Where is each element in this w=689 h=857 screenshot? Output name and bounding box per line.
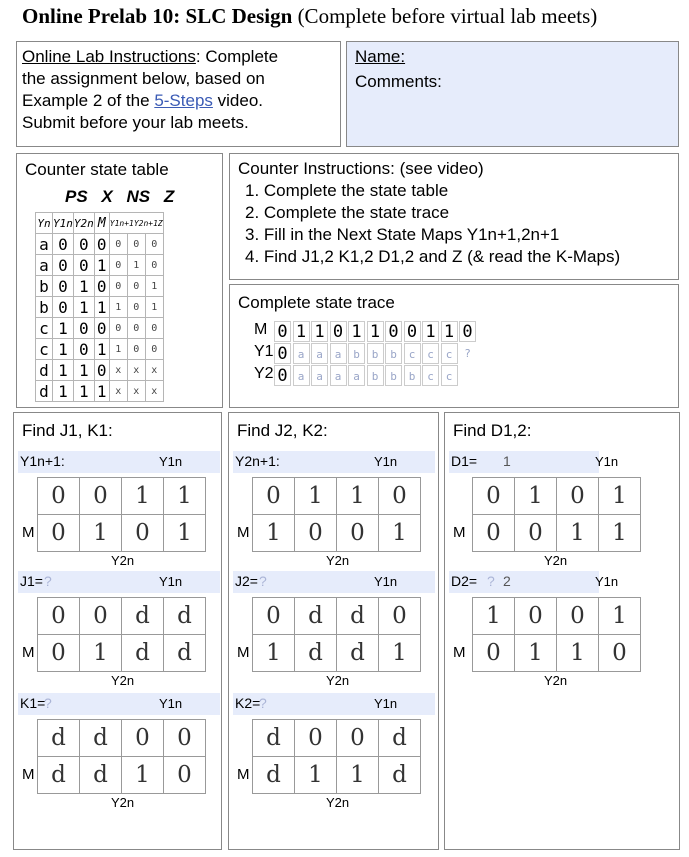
kmap-label: Y2n+1: [235, 453, 280, 469]
trace-cell[interactable]: c [404, 343, 421, 364]
kmap-cell[interactable]: 0 [164, 720, 206, 757]
kmap-answer-hint: ? [487, 573, 495, 589]
table-cell: 0 [94, 234, 109, 255]
trace-label: M [254, 321, 268, 338]
table-cell: a [36, 234, 53, 255]
kmap-cell[interactable]: 0 [515, 598, 557, 635]
kmap-cell[interactable]: d [80, 720, 122, 757]
kmap-title: Find J1, K1: [22, 421, 113, 440]
kmap-cell[interactable]: 0 [38, 635, 80, 672]
trace-cell[interactable]: a [330, 343, 347, 364]
kmap-answer[interactable]: ? [259, 695, 267, 711]
trace-cell[interactable]: 1 [422, 321, 439, 342]
m-label: M [237, 524, 250, 541]
kmap-row [253, 757, 421, 794]
table-cell[interactable]: x [127, 360, 145, 381]
y2n-label: Y2n [326, 673, 350, 688]
kmap-cell[interactable]: 0 [379, 478, 421, 515]
kmap-label: Y1n+1: [20, 453, 65, 469]
kmap-column-d1-d2 [444, 412, 680, 850]
kmap-cell[interactable]: 0 [253, 598, 295, 635]
y1n-label: Y1n [374, 454, 398, 469]
kmap-cell[interactable]: 0 [473, 515, 515, 552]
trace-cell[interactable]: c [441, 343, 458, 364]
table-cell[interactable]: 0 [109, 255, 127, 276]
table-cell: 1 [73, 381, 94, 402]
state-table [35, 212, 164, 402]
kmap-cell[interactable]: 1 [337, 757, 379, 794]
table-cell: 0 [53, 234, 74, 255]
trace-cell: 0 [274, 321, 291, 342]
kmap-cell[interactable]: 1 [515, 635, 557, 672]
kmap-label: K1= [20, 695, 46, 711]
kmap-row [473, 478, 641, 515]
kmap-cell[interactable]: 1 [379, 515, 421, 552]
kmap-cell[interactable]: 1 [515, 478, 557, 515]
y1n-label: Y1n [159, 454, 183, 469]
kmap-cell[interactable]: 0 [122, 720, 164, 757]
table-cell[interactable]: 1 [109, 339, 127, 360]
kmap-label: J1= [20, 573, 43, 589]
trace-cell[interactable]: b [385, 343, 402, 364]
kmap-cell[interactable]: 0 [515, 515, 557, 552]
table-cell: 0 [73, 339, 94, 360]
kmap-grid [472, 477, 641, 552]
table-cell: 1 [53, 318, 74, 339]
kmap-cell[interactable]: d [38, 720, 80, 757]
kmap-cell[interactable]: 1 [599, 478, 641, 515]
kmap-cell[interactable]: 0 [337, 720, 379, 757]
y2n-label: Y2n [544, 553, 568, 568]
page-title: Online Prelab 10: SLC Design (Complete before virtual lab meets) [22, 4, 598, 28]
table-cell: 1 [53, 381, 74, 402]
kmap-cell[interactable]: 1 [295, 478, 337, 515]
kmap-cell[interactable]: d [253, 720, 295, 757]
trace-cell[interactable]: ? [464, 347, 471, 360]
kmap-cell[interactable]: 0 [557, 478, 599, 515]
kmap-cell[interactable]: 0 [295, 720, 337, 757]
table-cell: 1 [94, 339, 109, 360]
kmap-cell[interactable]: 0 [38, 598, 80, 635]
kmap-answer[interactable]: ? [44, 573, 52, 589]
table-cell: 0 [73, 318, 94, 339]
table-row [36, 297, 164, 318]
instruction-item: 1. Complete the state table [245, 181, 449, 200]
trace-cell[interactable]: 0 [404, 321, 421, 342]
kmap-cell[interactable]: 0 [38, 478, 80, 515]
table-cell: 1 [73, 276, 94, 297]
trace-cell[interactable]: b [348, 343, 365, 364]
table-cell: 0 [73, 255, 94, 276]
m-label: M [237, 766, 250, 783]
kmap-cell[interactable]: 0 [164, 757, 206, 794]
instructions-heading: Online Lab Instructions [22, 47, 196, 66]
kmap-cell[interactable]: 1 [80, 635, 122, 672]
kmap-column-j2-k2 [228, 412, 439, 850]
table-cell[interactable]: x [145, 381, 163, 402]
trace-cell[interactable]: 0 [385, 321, 402, 342]
kmap-row [473, 598, 641, 635]
kmap-row [38, 720, 206, 757]
instruction-item: 4. Find J1,2 K1,2 D1,2 and Z (& read the K-Maps) [245, 247, 621, 266]
table-cell[interactable]: 1 [145, 297, 163, 318]
table-cell[interactable]: x [145, 360, 163, 381]
kmap-row [38, 515, 206, 552]
y1n-label: Y1n [595, 574, 619, 589]
m-label: M [237, 644, 250, 661]
kmap-row [473, 635, 641, 672]
state-table-header-row: Yn Y1n Y2n M Y1n+1Y2n+1Z [36, 213, 164, 234]
kmap-label: K2= [235, 695, 261, 711]
kmap-column-j1-k1 [13, 412, 222, 850]
kmap-cell[interactable]: 1 [164, 478, 206, 515]
kmap-cell[interactable]: 1 [337, 478, 379, 515]
y2n-label: Y2n [326, 553, 350, 568]
trace-cell[interactable]: a [330, 365, 347, 386]
kmap-grid [37, 719, 206, 794]
table-cell: b [36, 276, 53, 297]
table-cell[interactable]: 0 [109, 276, 127, 297]
table-row [36, 255, 164, 276]
table-cell: 0 [53, 255, 74, 276]
kmap-cell[interactable]: d [253, 757, 295, 794]
kmap-label: D1= [451, 453, 478, 469]
table-cell: 0 [94, 318, 109, 339]
table-cell[interactable]: x [127, 381, 145, 402]
name-label: Name: [355, 47, 406, 66]
kmap-cell[interactable]: 1 [122, 757, 164, 794]
kmap-cell[interactable]: 1 [557, 635, 599, 672]
m-label: M [22, 766, 35, 783]
table-row [36, 276, 164, 297]
y2n-label: Y2n [544, 673, 568, 688]
table-cell: c [36, 339, 53, 360]
table-cell: 1 [94, 297, 109, 318]
trace-cell[interactable]: 1 [441, 321, 458, 342]
comments-label: Comments: [355, 72, 442, 91]
kmap-row [253, 598, 421, 635]
video-link[interactable]: 5-Steps [154, 91, 213, 110]
kmap-title: Find D1,2: [453, 421, 532, 440]
kmap-answer[interactable]: ? [259, 573, 267, 589]
kmap-row [38, 757, 206, 794]
kmap-title: Find J2, K2: [237, 421, 328, 440]
trace-cell[interactable]: a [348, 365, 365, 386]
kmap-cell[interactable]: d [38, 757, 80, 794]
table-cell: 1 [94, 255, 109, 276]
trace-cell[interactable]: 1 [367, 321, 384, 342]
table-cell[interactable]: 0 [145, 339, 163, 360]
kmap-cell[interactable]: 1 [473, 598, 515, 635]
table-cell[interactable]: 0 [127, 318, 145, 339]
table-cell: c [36, 318, 53, 339]
state-trace-title: Complete state trace [238, 293, 395, 312]
kmap-label: J2= [235, 573, 258, 589]
table-cell: 0 [53, 276, 74, 297]
trace-cell[interactable]: b [385, 365, 402, 386]
table-row [36, 381, 164, 402]
y1n-label: Y1n [159, 574, 183, 589]
table-row [36, 234, 164, 255]
kmap-cell[interactable]: 0 [122, 515, 164, 552]
kmap-cell[interactable]: 1 [599, 598, 641, 635]
kmap-cell[interactable]: 1 [557, 515, 599, 552]
kmap-cell[interactable]: d [295, 598, 337, 635]
y1n-label: Y1n [374, 574, 398, 589]
kmap-cell[interactable]: 0 [599, 635, 641, 672]
trace-cell[interactable]: a [293, 365, 310, 386]
counter-instructions-title: Counter Instructions: (see video) [238, 159, 484, 178]
kmap-row [38, 478, 206, 515]
trace-cell[interactable]: a [311, 365, 328, 386]
kmap-row [38, 598, 206, 635]
kmap-cell[interactable]: 0 [473, 635, 515, 672]
y2n-label: Y2n [111, 553, 135, 568]
kmap-cell[interactable]: 1 [295, 757, 337, 794]
kmap-cell[interactable]: d [80, 757, 122, 794]
trace-cell[interactable]: 1 [293, 321, 310, 342]
table-cell[interactable]: x [109, 381, 127, 402]
kmap-answer[interactable]: 2 [503, 573, 511, 589]
m-label: M [22, 644, 35, 661]
kmap-cell[interactable]: 0 [473, 478, 515, 515]
table-cell[interactable]: 0 [145, 318, 163, 339]
table-cell[interactable]: 0 [145, 255, 163, 276]
trace-cell: 0 [274, 343, 291, 364]
trace-cell[interactable]: b [367, 365, 384, 386]
instructions-box: Online Lab Instructions: Complete the assignment below, based on Example 2 of the 5-Steps video. Submit before your lab meets. [16, 41, 341, 147]
table-cell: 0 [73, 234, 94, 255]
kmap-cell[interactable]: 0 [38, 515, 80, 552]
kmap-label: D2= [451, 573, 478, 589]
trace-cell[interactable]: c [441, 365, 458, 386]
name-comments-box[interactable] [346, 41, 679, 147]
table-cell[interactable]: 1 [127, 255, 145, 276]
table-cell: 0 [53, 297, 74, 318]
kmap-cell[interactable]: d [295, 635, 337, 672]
table-cell[interactable]: 1 [145, 276, 163, 297]
kmap-row [473, 515, 641, 552]
kmap-row [253, 720, 421, 757]
table-cell[interactable]: 0 [127, 234, 145, 255]
kmap-grid [37, 477, 206, 552]
table-cell: a [36, 255, 53, 276]
trace-label: Y2 [254, 365, 274, 382]
trace-cell[interactable]: c [422, 365, 439, 386]
kmap-cell[interactable]: 1 [122, 478, 164, 515]
y1n-label: Y1n [159, 696, 183, 711]
state-table-group-headers: PS X NS Z [65, 187, 175, 206]
y2n-label: Y2n [111, 795, 135, 810]
kmap-cell[interactable]: d [337, 635, 379, 672]
table-cell: 1 [53, 339, 74, 360]
kmap-grid [252, 719, 421, 794]
table-cell: d [36, 360, 53, 381]
kmap-cell[interactable]: 1 [80, 515, 122, 552]
state-table-box [16, 153, 223, 408]
kmap-cell[interactable]: 0 [253, 478, 295, 515]
m-label: M [453, 644, 466, 661]
table-cell: 1 [73, 297, 94, 318]
kmap-cell[interactable]: d [379, 720, 421, 757]
y2n-label: Y2n [111, 673, 135, 688]
table-cell[interactable]: 0 [109, 234, 127, 255]
trace-cell: 0 [274, 365, 291, 386]
table-cell[interactable]: 1 [109, 297, 127, 318]
table-row [36, 339, 164, 360]
trace-label: Y1 [254, 343, 274, 360]
kmap-cell[interactable]: 1 [253, 635, 295, 672]
kmap-answer[interactable]: ? [44, 695, 52, 711]
y1n-label: Y1n [374, 696, 398, 711]
table-cell: 0 [94, 360, 109, 381]
table-cell: 1 [53, 360, 74, 381]
table-cell[interactable]: 0 [145, 234, 163, 255]
kmap-row [253, 515, 421, 552]
table-cell[interactable]: 0 [109, 318, 127, 339]
state-trace-box [229, 284, 679, 408]
trace-cell[interactable]: 1 [311, 321, 328, 342]
kmap-answer[interactable]: 1 [503, 453, 511, 469]
m-label: M [22, 524, 35, 541]
table-cell[interactable]: 0 [127, 339, 145, 360]
table-cell[interactable]: x [109, 360, 127, 381]
kmap-cell[interactable]: 1 [379, 635, 421, 672]
table-cell: d [36, 381, 53, 402]
table-cell: 0 [94, 276, 109, 297]
kmap-row [253, 478, 421, 515]
table-cell[interactable]: 0 [127, 276, 145, 297]
trace-cell[interactable]: 0 [459, 321, 476, 342]
instruction-item: 3. Fill in the Next State Maps Y1n+1,2n+1 [245, 225, 560, 244]
trace-cell[interactable]: a [311, 343, 328, 364]
kmap-cell[interactable]: 0 [557, 598, 599, 635]
kmap-cell[interactable]: 0 [80, 598, 122, 635]
y2n-label: Y2n [326, 795, 350, 810]
trace-cell[interactable]: 0 [330, 321, 347, 342]
kmap-cell[interactable]: 0 [295, 515, 337, 552]
instruction-item: 2. Complete the state trace [245, 203, 450, 222]
table-cell: b [36, 297, 53, 318]
kmap-cell[interactable]: 0 [379, 598, 421, 635]
trace-cell[interactable]: b [404, 365, 421, 386]
kmap-cell[interactable]: d [122, 635, 164, 672]
kmap-cell[interactable]: d [164, 598, 206, 635]
trace-cell[interactable]: a [293, 343, 310, 364]
kmap-cell[interactable]: 0 [337, 515, 379, 552]
kmap-grid [252, 477, 421, 552]
kmap-cell[interactable]: 1 [164, 515, 206, 552]
kmap-grid [37, 597, 206, 672]
y1n-label: Y1n [595, 454, 619, 469]
trace-cell[interactable]: b [367, 343, 384, 364]
kmap-cell[interactable]: d [337, 598, 379, 635]
state-table-title: Counter state table [25, 160, 169, 179]
kmap-cell[interactable]: 1 [253, 515, 295, 552]
kmap-row [253, 635, 421, 672]
kmap-cell[interactable]: d [164, 635, 206, 672]
counter-instructions-box [229, 153, 679, 280]
trace-cell[interactable]: c [422, 343, 439, 364]
kmap-cell[interactable]: 0 [80, 478, 122, 515]
kmap-cell[interactable]: 1 [599, 515, 641, 552]
table-cell: 1 [94, 381, 109, 402]
table-row [36, 318, 164, 339]
trace-cell[interactable]: 1 [348, 321, 365, 342]
kmap-grid [472, 597, 641, 672]
table-cell[interactable]: 0 [127, 297, 145, 318]
table-cell: 1 [73, 360, 94, 381]
m-label: M [453, 524, 466, 541]
kmap-row [38, 635, 206, 672]
table-row [36, 360, 164, 381]
kmap-grid [252, 597, 421, 672]
kmap-cell[interactable]: d [122, 598, 164, 635]
kmap-cell[interactable]: d [379, 757, 421, 794]
